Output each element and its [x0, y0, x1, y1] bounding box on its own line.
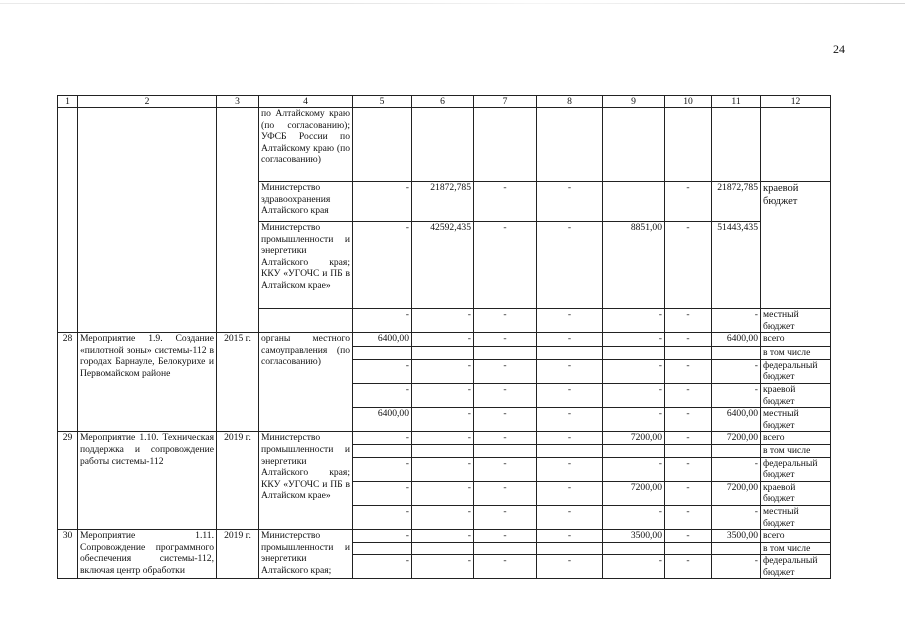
value-cell: [665, 347, 712, 360]
value-cell: -: [412, 555, 474, 579]
value-cell: -: [712, 383, 761, 407]
source-cell: федеральный бюджет: [761, 359, 831, 383]
source-cell: местный бюджет: [761, 505, 831, 529]
value-cell: -: [603, 383, 665, 407]
value-cell: -: [474, 383, 537, 407]
value-cell: -: [665, 555, 712, 579]
value-cell: -: [603, 359, 665, 383]
value-cell: 21872,785: [412, 182, 474, 222]
value-cell: -: [537, 530, 603, 543]
source-cell: краевой бюджет: [761, 383, 831, 407]
executor-cell: Министерство промышленности и энергетики Алтайского края; ККУ «УГОЧС и ПБ в Алтайском крае»: [259, 432, 353, 530]
value-cell: 8851,00: [603, 222, 665, 309]
value-cell: [353, 444, 412, 457]
value-cell: [474, 444, 537, 457]
value-cell: -: [665, 359, 712, 383]
header-row: [58, 96, 831, 108]
source-cell: местный бюджет: [761, 309, 831, 333]
value-cell: 7200,00: [712, 432, 761, 445]
value-cell: -: [353, 530, 412, 543]
value-cell: -: [712, 359, 761, 383]
executor-cell: Министерство здравоохранения Алтайского края: [259, 182, 353, 222]
row-number-cell: 30: [58, 530, 78, 579]
col-header: 2: [78, 96, 217, 108]
value-cell: [537, 542, 603, 555]
value-cell: 3500,00: [712, 530, 761, 543]
value-cell: -: [474, 222, 537, 309]
value-cell: 6400,00: [353, 408, 412, 432]
measure-name-cell: Мероприятие 1.9. Создание «пилотной зоны» системы-112 в городах Барнауле, Белокурихе и Первомайском районе: [78, 333, 217, 432]
value-cell: [603, 108, 665, 182]
value-cell: -: [537, 182, 603, 222]
value-cell: -: [353, 309, 412, 333]
value-cell: -: [537, 555, 603, 579]
col-header: 6: [412, 96, 474, 108]
measure-name-cell: [78, 108, 217, 333]
value-cell: [603, 347, 665, 360]
col-header: 9: [603, 96, 665, 108]
value-cell: 7200,00: [603, 481, 665, 505]
table-row: [58, 432, 831, 445]
measure-name-cell: Мероприятие 1.10. Техническая поддержка и сопровождение работы системы-112: [78, 432, 217, 530]
value-cell: -: [712, 555, 761, 579]
value-cell: -: [537, 222, 603, 309]
col-header: 10: [665, 96, 712, 108]
source-cell: в том числе: [761, 542, 831, 555]
value-cell: 51443,435: [712, 222, 761, 309]
value-cell: -: [412, 481, 474, 505]
value-cell: [712, 347, 761, 360]
source-cell: всего: [761, 333, 831, 347]
value-cell: [761, 108, 831, 182]
source-cell: краевой бюджет: [761, 481, 831, 505]
value-cell: -: [537, 408, 603, 432]
col-header: 11: [712, 96, 761, 108]
value-cell: -: [537, 333, 603, 347]
value-cell: -: [603, 408, 665, 432]
col-header: 7: [474, 96, 537, 108]
value-cell: 6400,00: [712, 333, 761, 347]
page-number: 24: [833, 42, 845, 56]
value-cell: -: [537, 432, 603, 445]
value-cell: -: [412, 408, 474, 432]
value-cell: -: [474, 505, 537, 529]
value-cell: -: [603, 309, 665, 333]
value-cell: -: [474, 309, 537, 333]
value-cell: -: [353, 555, 412, 579]
value-cell: [603, 444, 665, 457]
value-cell: -: [537, 505, 603, 529]
value-cell: -: [474, 555, 537, 579]
value-cell: [474, 108, 537, 182]
value-cell: -: [474, 530, 537, 543]
value-cell: -: [412, 530, 474, 543]
value-cell: -: [537, 457, 603, 481]
value-cell: -: [353, 481, 412, 505]
value-cell: -: [603, 505, 665, 529]
source-cell: федеральный бюджет: [761, 555, 831, 579]
col-header: 3: [217, 96, 259, 108]
value-cell: [474, 542, 537, 555]
value-cell: [537, 108, 603, 182]
budget-table: [57, 95, 831, 579]
value-cell: -: [665, 530, 712, 543]
value-cell: -: [474, 359, 537, 383]
year-cell: 2015 г.: [217, 333, 259, 432]
value-cell: -: [412, 383, 474, 407]
col-header: 5: [353, 96, 412, 108]
value-cell: -: [537, 359, 603, 383]
row-number-cell: [58, 108, 78, 333]
value-cell: -: [474, 182, 537, 222]
value-cell: -: [412, 457, 474, 481]
value-cell: -: [353, 432, 412, 445]
year-cell: 2019 г.: [217, 432, 259, 530]
value-cell: -: [665, 309, 712, 333]
value-cell: -: [412, 359, 474, 383]
value-cell: [712, 444, 761, 457]
value-cell: -: [603, 333, 665, 347]
value-cell: 7200,00: [603, 432, 665, 445]
value-cell: -: [665, 222, 712, 309]
value-cell: 42592,435: [412, 222, 474, 309]
value-cell: [665, 542, 712, 555]
value-cell: -: [412, 432, 474, 445]
col-header: 12: [761, 96, 831, 108]
row-number-cell: 29: [58, 432, 78, 530]
value-cell: [474, 347, 537, 360]
value-cell: -: [712, 505, 761, 529]
value-cell: -: [412, 309, 474, 333]
value-cell: -: [665, 481, 712, 505]
value-cell: [712, 108, 761, 182]
value-cell: -: [474, 432, 537, 445]
source-cell: федеральный бюджет: [761, 457, 831, 481]
value-cell: 21872,785: [712, 182, 761, 222]
source-cell: всего: [761, 432, 831, 445]
value-cell: -: [537, 383, 603, 407]
executor-cell: органы местного самоуправления (по согласованию): [259, 333, 353, 432]
value-cell: [537, 444, 603, 457]
value-cell: -: [474, 481, 537, 505]
table-row: [58, 530, 831, 543]
value-cell: [353, 542, 412, 555]
measure-name-cell: Мероприятие 1.11. Сопровождение программного обеспечения системы-112, включая центр обработки: [78, 530, 217, 579]
source-cell: в том числе: [761, 347, 831, 360]
value-cell: [537, 347, 603, 360]
row-number-cell: 28: [58, 333, 78, 432]
source-cell: местный бюджет: [761, 408, 831, 432]
value-cell: -: [353, 182, 412, 222]
value-cell: [412, 444, 474, 457]
value-cell: -: [412, 505, 474, 529]
value-cell: [353, 108, 412, 182]
value-cell: 6400,00: [712, 408, 761, 432]
value-cell: 6400,00: [353, 333, 412, 347]
value-cell: -: [353, 457, 412, 481]
value-cell: [665, 444, 712, 457]
value-cell: [603, 182, 665, 222]
value-cell: -: [537, 481, 603, 505]
value-cell: [712, 542, 761, 555]
executor-cell: Министерство промышленности и энергетики Алтайского края;: [259, 530, 353, 579]
executor-cell: по Алтайскому краю (по согласованию); УФСБ России по Алтайскому краю (по согласованию): [259, 108, 353, 182]
col-header: 4: [259, 96, 353, 108]
value-cell: -: [665, 383, 712, 407]
value-cell: [603, 542, 665, 555]
value-cell: -: [665, 408, 712, 432]
executor-cell: [259, 309, 353, 333]
value-cell: -: [474, 333, 537, 347]
value-cell: [412, 347, 474, 360]
value-cell: 3500,00: [603, 530, 665, 543]
value-cell: -: [412, 333, 474, 347]
value-cell: [412, 542, 474, 555]
value-cell: -: [712, 309, 761, 333]
value-cell: -: [353, 359, 412, 383]
value-cell: [665, 108, 712, 182]
value-cell: -: [712, 457, 761, 481]
value-cell: -: [537, 309, 603, 333]
value-cell: -: [665, 457, 712, 481]
value-cell: [412, 108, 474, 182]
value-cell: -: [603, 457, 665, 481]
value-cell: -: [665, 333, 712, 347]
value-cell: -: [474, 457, 537, 481]
value-cell: [353, 347, 412, 360]
value-cell: -: [665, 182, 712, 222]
source-cell: краевой бюджет: [761, 182, 831, 309]
col-header: 1: [58, 96, 78, 108]
value-cell: -: [353, 505, 412, 529]
year-cell: 2019 г.: [217, 530, 259, 579]
value-cell: -: [603, 555, 665, 579]
col-header: 8: [537, 96, 603, 108]
source-cell: в том числе: [761, 444, 831, 457]
value-cell: -: [665, 505, 712, 529]
value-cell: 7200,00: [712, 481, 761, 505]
table-row: [58, 108, 831, 182]
scan-edge-line: [0, 3, 905, 4]
value-cell: -: [665, 432, 712, 445]
table-row: [58, 333, 831, 347]
executor-cell: Министерство промышленности и энергетики Алтайского края; ККУ «УГОЧС и ПБ в Алтайском крае»: [259, 222, 353, 309]
value-cell: -: [474, 408, 537, 432]
source-cell: всего: [761, 530, 831, 543]
value-cell: -: [353, 222, 412, 309]
value-cell: -: [353, 383, 412, 407]
year-cell: [217, 108, 259, 333]
